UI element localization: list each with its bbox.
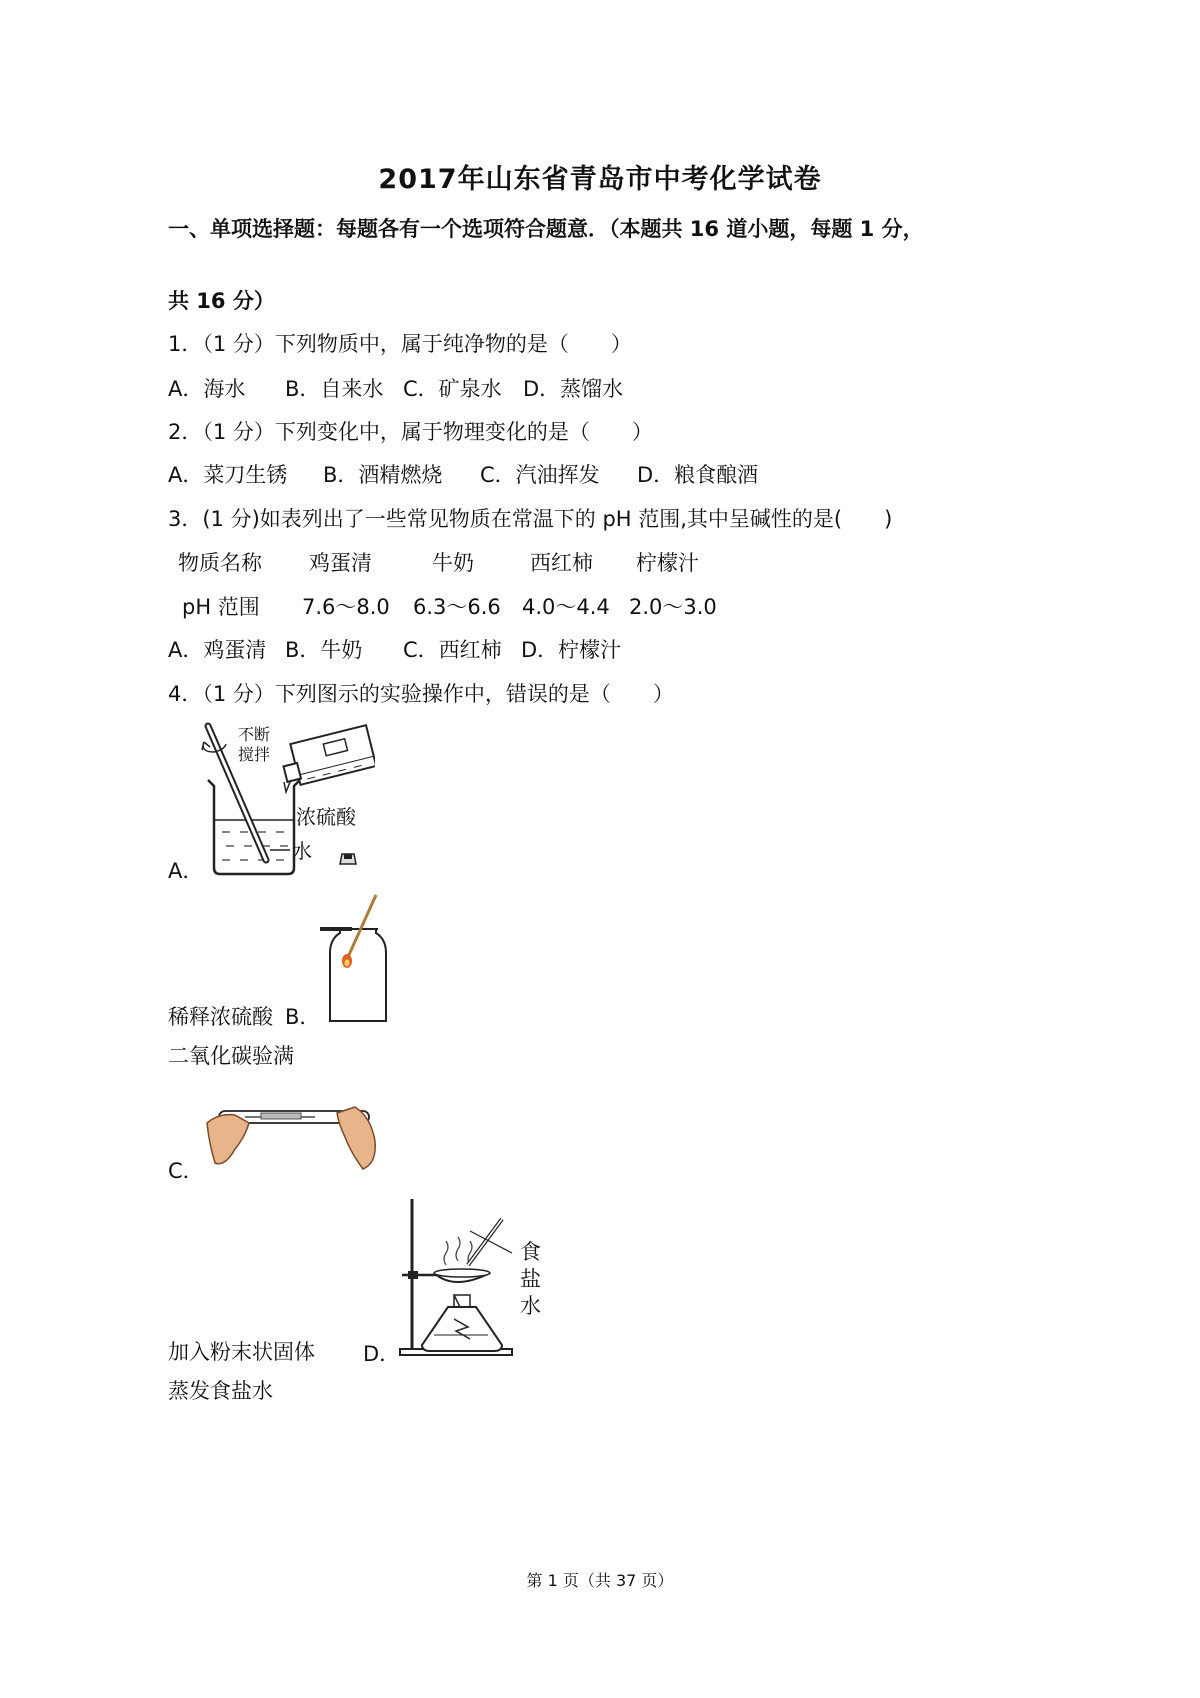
page-title: 2017年山东省青岛市中考化学试卷 bbox=[378, 164, 822, 195]
q1-option-d: D．蒸馏水 bbox=[523, 377, 624, 401]
q3-table-cell: 牛奶 bbox=[432, 551, 474, 575]
q3-table-cell: 西红柿 bbox=[530, 551, 593, 575]
q3-option-b: B．牛奶 bbox=[285, 638, 363, 662]
q1-option-c: C．矿泉水 bbox=[403, 377, 502, 401]
q3-table-cell: 7.6～8.0 bbox=[302, 595, 390, 619]
svg-text:搅拌: 搅拌 bbox=[238, 745, 271, 764]
svg-text:浓硫酸: 浓硫酸 bbox=[296, 805, 356, 829]
q4-figure-d-salt-label-3: 水 bbox=[520, 1294, 541, 1318]
section-heading-line2: 共 16 分） bbox=[168, 289, 275, 313]
q3-stem: 3．(1 分)如表列出了一些常见物质在常温下的 pH 范围,其中呈碱性的是( ) bbox=[168, 507, 893, 531]
q2-stem: 2．（1 分）下列变化中，属于物理变化的是（ ） bbox=[168, 420, 653, 444]
q2-option-b: B．酒精燃烧 bbox=[323, 463, 443, 487]
q4-stem: 4．（1 分）下列图示的实验操作中，错误的是（ ） bbox=[168, 682, 674, 706]
q3-table-cell: 柠檬汁 bbox=[636, 551, 699, 575]
q4-figure-c-label: C． bbox=[168, 1159, 204, 1183]
section-heading-line1: 一、单项选择题：每题各有一个选项符合题意．（本题共 16 道小题，每题 1 分， bbox=[168, 217, 924, 241]
q4-figure-b-caption: 二氧化碳验满 bbox=[168, 1044, 294, 1068]
figure-c-add-powder bbox=[205, 1093, 380, 1173]
q3-table-cell: 4.0～4.4 bbox=[522, 595, 610, 619]
q4-figure-a-caption: 稀释浓硫酸 bbox=[168, 1005, 273, 1029]
page-footer: 第 1 页（共 37 页） bbox=[526, 1571, 674, 1590]
q1-option-a: A．海水 bbox=[168, 377, 246, 401]
q4-figure-a-label: A． bbox=[168, 859, 204, 883]
q3-table-cell: 6.3～6.6 bbox=[413, 595, 501, 619]
q2-option-a: A．菜刀生锈 bbox=[168, 463, 288, 487]
figure-a-dilute-acid bbox=[200, 720, 375, 882]
q1-stem: 1．（1 分）下列物质中，属于纯净物的是（ ） bbox=[168, 332, 632, 356]
q4-figure-d-label: D． bbox=[363, 1342, 401, 1366]
q3-table-header: pH 范围 bbox=[182, 595, 260, 619]
figure-b-co2-test bbox=[318, 893, 393, 1025]
q4-figure-b-label: B． bbox=[285, 1005, 321, 1029]
q2-option-c: C．汽油挥发 bbox=[480, 463, 600, 487]
q3-option-d: D．柠檬汁 bbox=[521, 638, 622, 662]
q3-option-a: A．鸡蛋清 bbox=[168, 638, 267, 662]
q4-figure-d-salt-label-1: 食 bbox=[520, 1240, 541, 1264]
q3-table-cell: 2.0～3.0 bbox=[629, 595, 717, 619]
q3-option-c: C．西红柿 bbox=[403, 638, 502, 662]
q4-figure-d-salt-label-2: 盐 bbox=[520, 1267, 541, 1291]
q1-option-b: B．自来水 bbox=[285, 377, 384, 401]
q3-table-header: 物质名称 bbox=[178, 551, 262, 575]
svg-text:水: 水 bbox=[292, 839, 312, 863]
q4-figure-d-caption: 蒸发食盐水 bbox=[168, 1379, 273, 1403]
q3-table-cell: 鸡蛋清 bbox=[309, 551, 372, 575]
q4-figure-c-caption: 加入粉末状固体 bbox=[168, 1340, 315, 1364]
svg-text:不断: 不断 bbox=[238, 725, 271, 744]
q2-option-d: D．粮食酿酒 bbox=[637, 463, 759, 487]
